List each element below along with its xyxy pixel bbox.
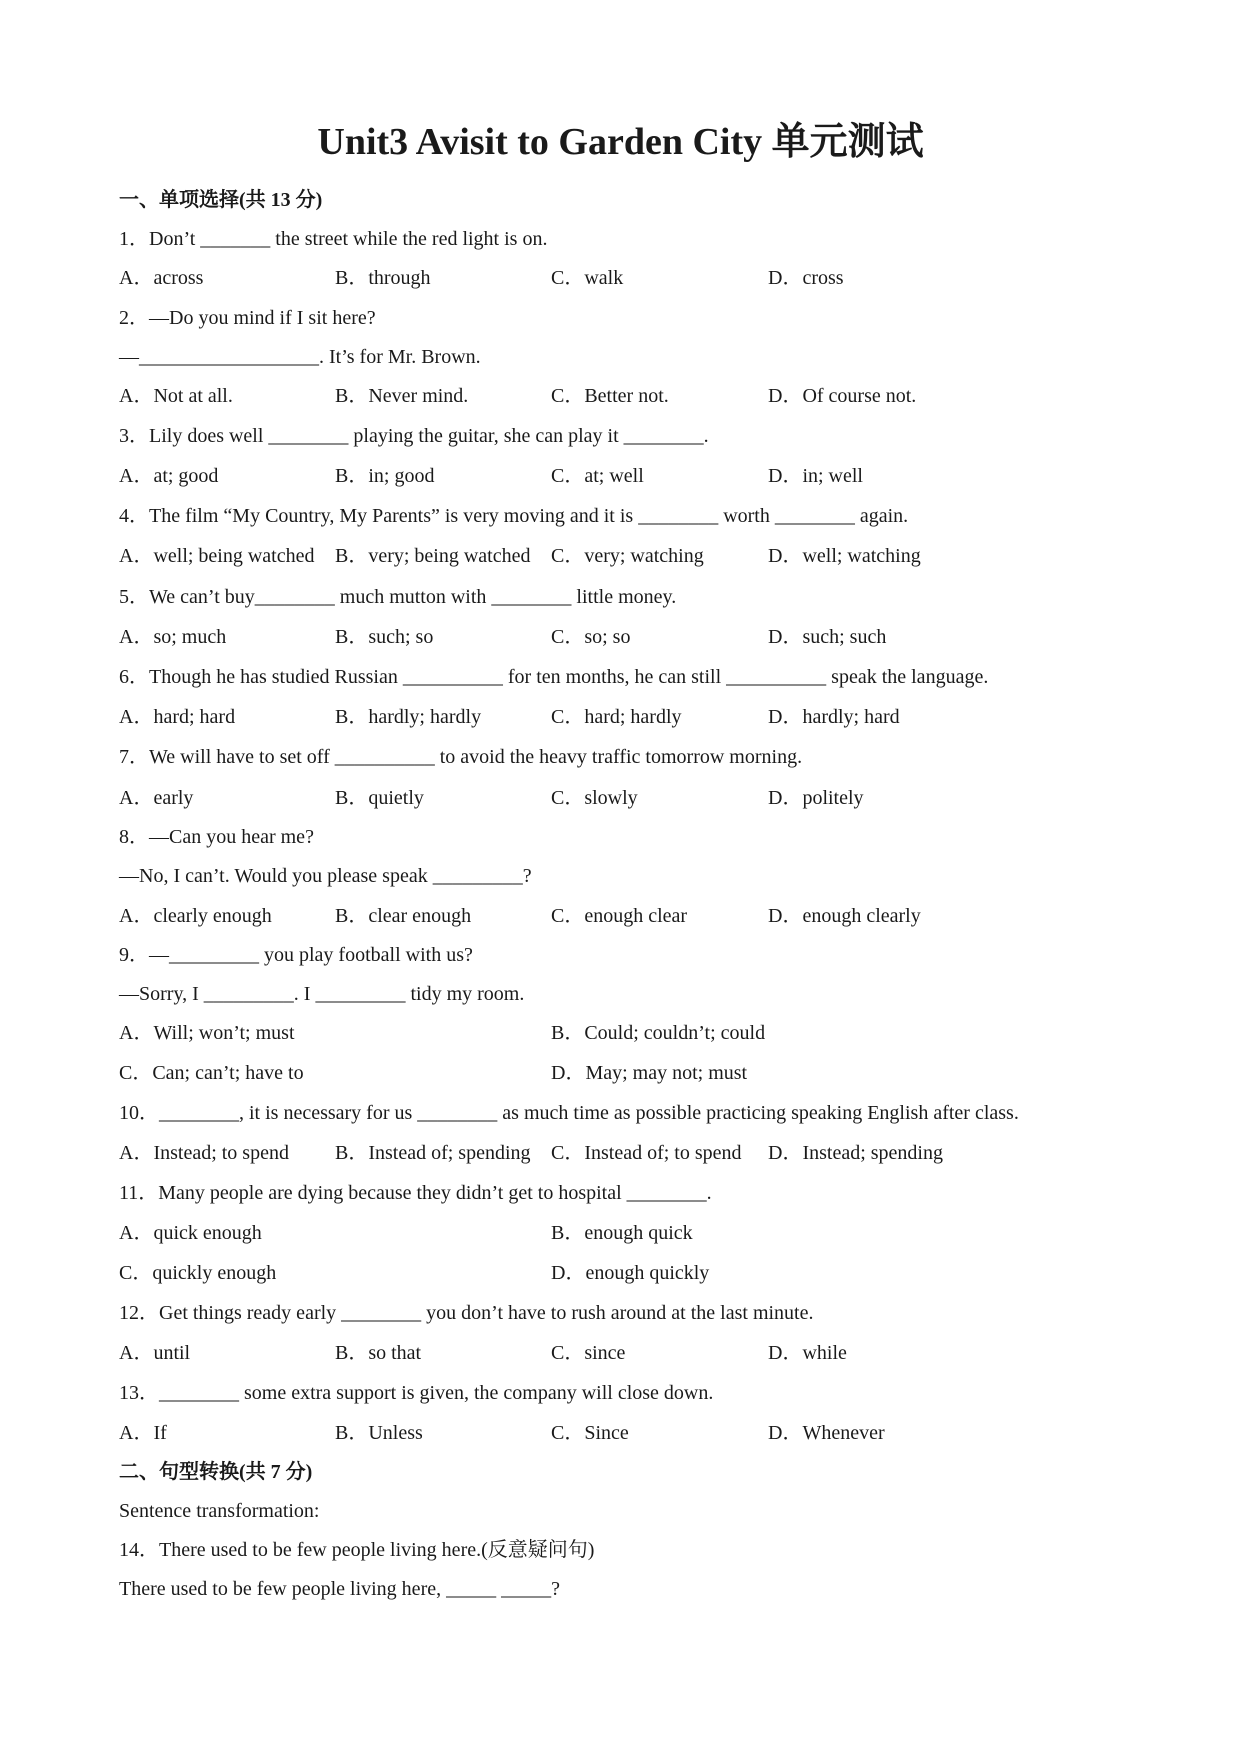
question-2: 2．—Do you mind if I sit here? <box>119 307 376 329</box>
option-a[interactable]: A．If <box>119 1422 167 1444</box>
question-8: 8．—Can you hear me? <box>119 826 314 848</box>
question-14: 14．There used to be few people living here.(反意疑问句) <box>119 1539 595 1561</box>
question-3-options <box>119 462 1119 490</box>
option-a[interactable]: A．hard; hard <box>119 706 236 728</box>
option-b[interactable]: B．quietly <box>335 787 424 809</box>
option-b[interactable]: B．enough quick <box>551 1222 693 1244</box>
option-a[interactable]: A．so; much <box>119 626 227 648</box>
option-c[interactable]: C．walk <box>551 267 624 289</box>
option-d[interactable]: D．May; may not; must <box>551 1062 748 1084</box>
question-7: 7．We will have to set off __________ to avoid the heavy traffic tomorrow morning. <box>119 746 803 768</box>
option-d[interactable]: D．Whenever <box>768 1422 885 1444</box>
option-a[interactable]: A．Will; won’t; must <box>119 1022 295 1044</box>
option-a[interactable]: A．well; being watched <box>119 545 315 567</box>
option-a[interactable]: A．early <box>119 787 194 809</box>
question-13: 13．________ some extra support is given, the company will close down. <box>119 1382 714 1404</box>
option-d[interactable]: D．in; well <box>768 465 863 487</box>
question-6: 6．Though he has studied Russian __________ for ten months, he can still __________ speak the language. <box>119 666 989 688</box>
question-10-options <box>119 1139 1119 1167</box>
question-1: 1．Don’t _______ the street while the red light is on. <box>119 228 548 250</box>
option-d[interactable]: D．politely <box>768 787 864 809</box>
option-c[interactable]: C．enough clear <box>551 905 688 927</box>
question-8-options <box>119 902 1119 930</box>
option-d[interactable]: D．hardly; hard <box>768 706 900 728</box>
section-heading-1: 一、单项选择(共 13 分) <box>119 189 323 211</box>
question-8-reply: —No, I can’t. Would you please speak _________? <box>119 865 532 887</box>
option-c[interactable]: C．Can; can’t; have to <box>119 1062 304 1084</box>
question-9-options-row-2 <box>119 1059 1119 1087</box>
option-c[interactable]: C．very; watching <box>551 545 704 567</box>
question-14-prompt: There used to be few people living here, _____ _____? <box>119 1578 560 1600</box>
option-b[interactable]: B．hardly; hardly <box>335 706 482 728</box>
question-5-options <box>119 623 1119 651</box>
question-11-options-row-2 <box>119 1259 1119 1287</box>
question-2-reply: —__________________. It’s for Mr. Brown. <box>119 346 481 368</box>
option-c[interactable]: C．Instead of; to spend <box>551 1142 742 1164</box>
option-a[interactable]: A．quick enough <box>119 1222 262 1244</box>
question-9: 9．—_________ you play football with us? <box>119 944 473 966</box>
question-12-options <box>119 1339 1119 1367</box>
option-b[interactable]: B．so that <box>335 1342 422 1364</box>
question-1-options <box>119 264 1119 292</box>
question-5: 5．We can’t buy________ much mutton with ________ little money. <box>119 586 677 608</box>
option-d[interactable]: D．Instead; spending <box>768 1142 943 1164</box>
question-4-options <box>119 542 1119 570</box>
option-a[interactable]: A．Instead; to spend <box>119 1142 289 1164</box>
option-c[interactable]: C．quickly enough <box>119 1262 277 1284</box>
option-c[interactable]: C．hard; hardly <box>551 706 682 728</box>
option-c[interactable]: C．so; so <box>551 626 631 648</box>
question-10: 10．________, it is necessary for us ________ as much time as possible practicing speaking English after class. <box>119 1102 1019 1124</box>
option-c[interactable]: C．Better not. <box>551 385 669 407</box>
option-c[interactable]: C．at; well <box>551 465 644 487</box>
option-b[interactable]: B．very; being watched <box>335 545 531 567</box>
question-9-options-row-1 <box>119 1019 1119 1047</box>
question-6-options <box>119 703 1119 731</box>
option-b[interactable]: B．Never mind. <box>335 385 469 407</box>
option-b[interactable]: B．Could; couldn’t; could <box>551 1022 766 1044</box>
question-7-options <box>119 784 1119 812</box>
question-3: 3．Lily does well ________ playing the guitar, she can play it ________. <box>119 425 709 447</box>
option-d[interactable]: D．enough clearly <box>768 905 921 927</box>
option-b[interactable]: B．Instead of; spending <box>335 1142 531 1164</box>
option-c[interactable]: C．Since <box>551 1422 629 1444</box>
question-9-reply: —Sorry, I _________. I _________ tidy my room. <box>119 983 525 1005</box>
option-a[interactable]: A．Not at all. <box>119 385 233 407</box>
option-a[interactable]: A．across <box>119 267 204 289</box>
question-4: 4．The film “My Country, My Parents” is very moving and it is ________ worth ________ again. <box>119 505 909 527</box>
question-11: 11．Many people are dying because they didn’t get to hospital ________. <box>119 1182 712 1204</box>
question-2-options <box>119 382 1119 410</box>
question-13-options <box>119 1419 1119 1447</box>
option-b[interactable]: B．Unless <box>335 1422 423 1444</box>
question-12: 12．Get things ready early ________ you don’t have to rush around at the last minute. <box>119 1302 814 1324</box>
option-d[interactable]: D．cross <box>768 267 844 289</box>
option-c[interactable]: C．slowly <box>551 787 638 809</box>
option-a[interactable]: A．at; good <box>119 465 219 487</box>
section-2-intro: Sentence transformation: <box>119 1500 320 1522</box>
option-d[interactable]: D．well; watching <box>768 545 921 567</box>
question-11-options-row-1 <box>119 1219 1119 1247</box>
option-c[interactable]: C．since <box>551 1342 626 1364</box>
page-title: Unit3 Avisit to Garden City 单元测试 <box>317 121 924 163</box>
section-heading-2: 二、句型转换(共 7 分) <box>119 1461 313 1483</box>
option-d[interactable]: D．while <box>768 1342 847 1364</box>
option-b[interactable]: B．in; good <box>335 465 435 487</box>
option-a[interactable]: A．clearly enough <box>119 905 272 927</box>
option-b[interactable]: B．clear enough <box>335 905 472 927</box>
option-b[interactable]: B．such; so <box>335 626 434 648</box>
option-d[interactable]: D．such; such <box>768 626 887 648</box>
option-b[interactable]: B．through <box>335 267 431 289</box>
option-d[interactable]: D．enough quickly <box>551 1262 710 1284</box>
option-d[interactable]: D．Of course not. <box>768 385 917 407</box>
option-a[interactable]: A．until <box>119 1342 191 1364</box>
